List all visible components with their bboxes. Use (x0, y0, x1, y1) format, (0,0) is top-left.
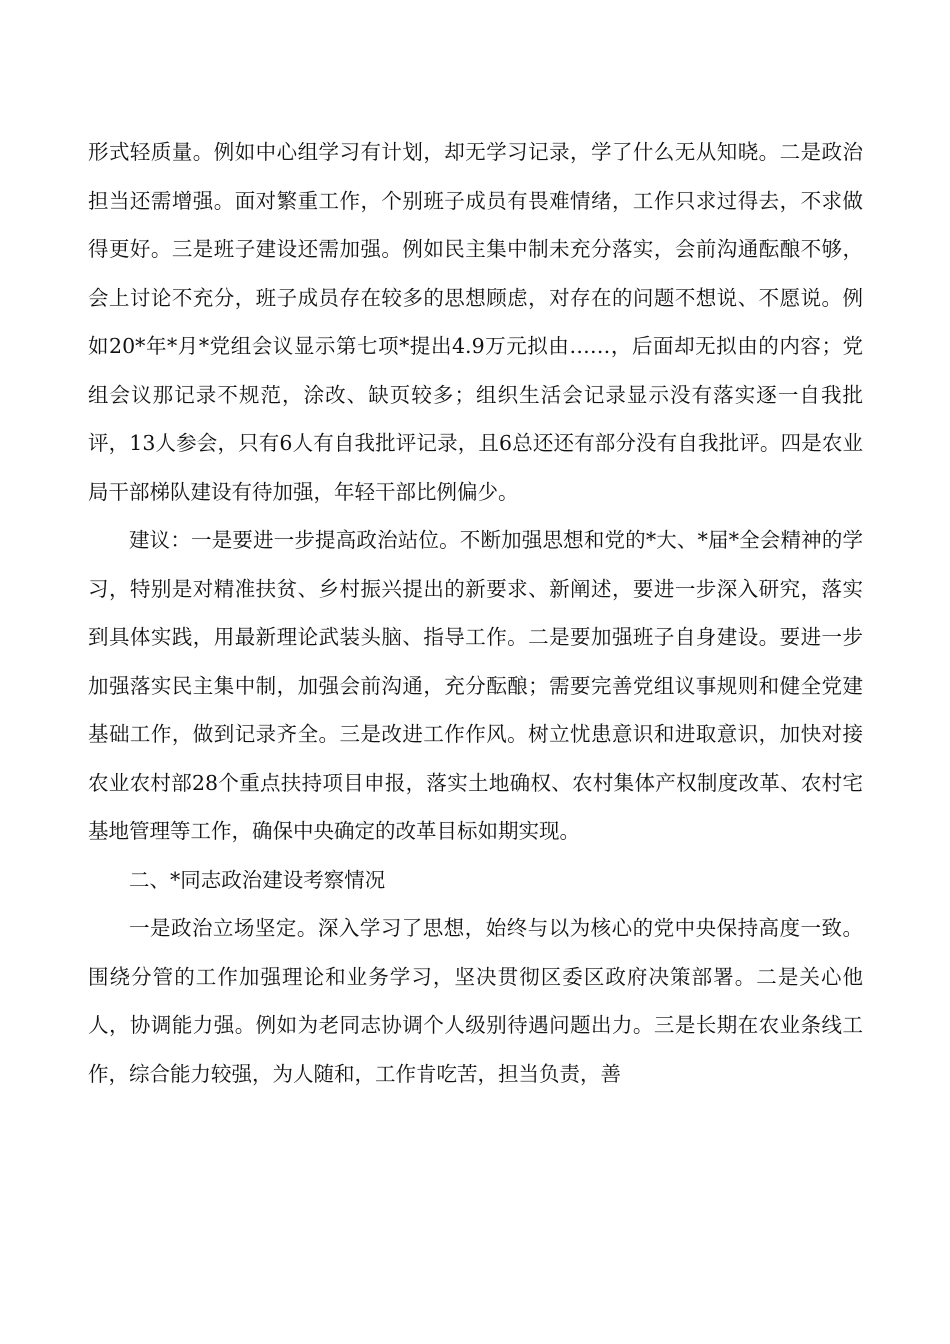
document-body (88, 128, 863, 1098)
paragraph-political-stance: 一是政治立场坚定。深入学习了思想，始终与以为核心的党中央保持高度一致。围绕分管的工作加强理论和业务学习，坚决贯彻区委区政府决策部署。二是关心他人，协调能力强。例如为老同志协调个人级别待遇问题出力。三是长期在农业条线工作，综合能力较强，为人随和，工作肯吃苦，担当负责，善 (88, 916, 863, 1086)
paragraph-problems-continued: 形式轻质量。例如中心组学习有计划，却无学习记录，学了什么无从知晓。二是政治担当还需增强。面对繁重工作，个别班子成员有畏难情绪，工作只求过得去，不求做得更好。三是班子建设还需加强。例如民主集中制未充分落实，会前沟通酝酿不够，会上讨论不充分，班子成员存在较多的思想顾虑，对存在的问题不想说、不愿说。例如20*年*月*党组会议显示第七项*提出4.9万元拟由……，后面却无拟由的内容；党组会议那记录不规范，涂改、缺页较多；组织生活会记录显示没有落实逐一自我批评，13人参会，只有6人有自我批评记录，且6总还还有部分没有自我批评。四是农业局干部梯队建设有待加强，年轻干部比例偏少。 (88, 140, 863, 504)
paragraph-suggestions: 建议：一是要进一步提高政治站位。不断加强思想和党的*大、*届*全会精神的学习，特别是对精准扶贫、乡村振兴提出的新要求、新阐述，要进一步深入研究，落实到具体实践，用最新理论武装头脑、指导工作。二是要加强班子自身建设。要进一步加强落实民主集中制，加强会前沟通，充分酝酿；需要完善党组议事规则和健全党建基础工作，做到记录齐全。三是改进工作作风。树立忧患意识和进取意识，加快对接农业农村部28个重点扶持项目申报，落实土地确权、农村集体产权制度改革、农村宅基地管理等工作，确保中央确定的改革目标如期实现。 (88, 528, 863, 843)
section-heading: 二、*同志政治建设考察情况 (129, 867, 386, 892)
